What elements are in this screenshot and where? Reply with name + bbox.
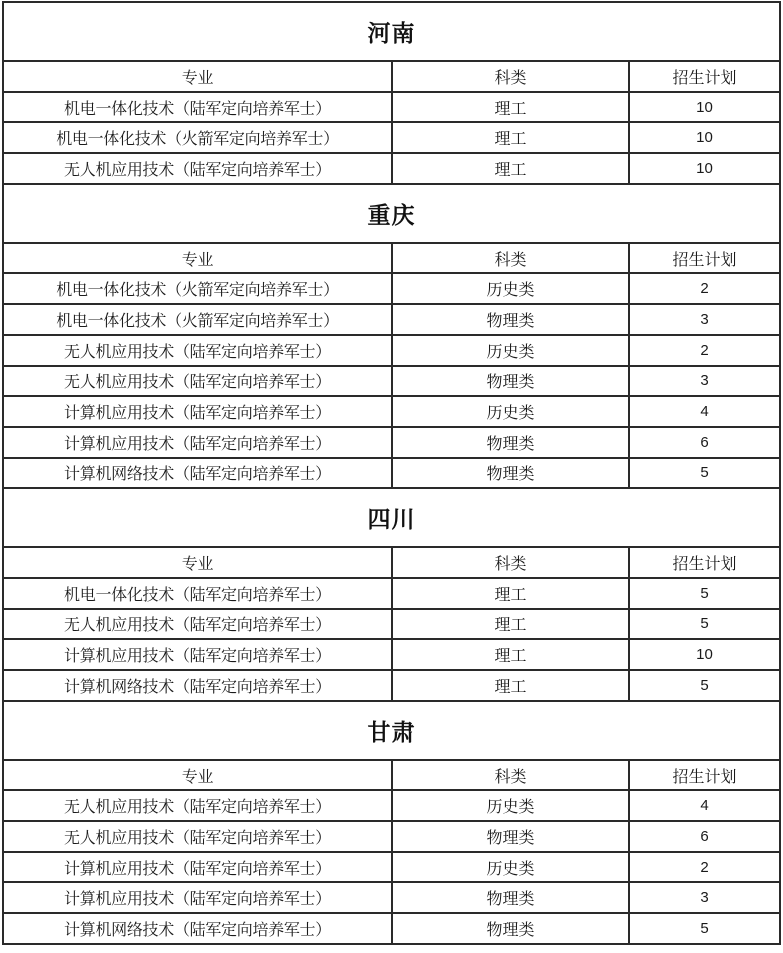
category-cell: 物理类 <box>393 822 630 851</box>
plan-cell: 5 <box>700 676 709 694</box>
column-header-plan: 招生计划 <box>672 554 737 574</box>
table-row <box>4 397 779 428</box>
plan-cell: 4 <box>700 403 709 421</box>
major-cell: 机电一体化技术（陆军定向培养军士） <box>4 93 393 122</box>
section-title: 河南 <box>4 3 779 62</box>
section-chongqing <box>4 185 779 490</box>
plan-cell: 2 <box>700 280 709 298</box>
major-cell: 机电一体化技术（火箭军定向培养军士） <box>4 305 393 334</box>
category-cell: 理工 <box>393 671 630 700</box>
section-title: 甘肃 <box>4 702 779 761</box>
column-header-major: 专业 <box>4 244 393 273</box>
section-gansu <box>4 702 779 945</box>
category-cell: 历史类 <box>393 274 630 303</box>
table-row <box>4 154 779 185</box>
section-title: 四川 <box>4 489 779 548</box>
plan-cell: 3 <box>700 310 709 328</box>
major-cell: 无人机应用技术（陆军定向培养军士） <box>4 791 393 820</box>
table-row <box>4 853 779 884</box>
category-cell: 理工 <box>393 579 630 608</box>
plan-cell: 5 <box>700 584 709 602</box>
plan-cell: 3 <box>700 889 709 907</box>
plan-cell: 6 <box>700 827 709 845</box>
column-header-category: 科类 <box>393 62 630 91</box>
column-header-plan: 招生计划 <box>672 67 737 87</box>
major-cell: 无人机应用技术（陆军定向培养军士） <box>4 336 393 365</box>
category-cell: 历史类 <box>393 853 630 882</box>
plan-cell: 6 <box>700 433 709 451</box>
category-cell: 理工 <box>393 123 630 152</box>
table-row <box>4 459 779 490</box>
plan-cell: 10 <box>696 646 713 664</box>
column-header-major: 专业 <box>4 548 393 577</box>
major-cell: 计算机网络技术（陆军定向培养军士） <box>4 459 393 488</box>
section-title: 重庆 <box>4 185 779 244</box>
major-cell: 机电一体化技术（陆军定向培养军士） <box>4 579 393 608</box>
table-row <box>4 579 779 610</box>
major-cell: 无人机应用技术（陆军定向培养军士） <box>4 154 393 183</box>
category-cell: 物理类 <box>393 305 630 334</box>
header-row <box>4 548 779 579</box>
header-row <box>4 62 779 93</box>
plan-cell: 5 <box>700 919 709 937</box>
table-row <box>4 367 779 398</box>
plan-cell: 10 <box>696 98 713 116</box>
column-header-category: 科类 <box>393 548 630 577</box>
major-cell: 计算机应用技术（陆军定向培养军士） <box>4 397 393 426</box>
major-cell: 计算机应用技术（陆军定向培养军士） <box>4 853 393 882</box>
plan-cell: 5 <box>700 464 709 482</box>
major-cell: 无人机应用技术（陆军定向培养军士） <box>4 822 393 851</box>
category-cell: 历史类 <box>393 336 630 365</box>
table-row <box>4 822 779 853</box>
plan-cell: 2 <box>700 341 709 359</box>
category-cell: 物理类 <box>393 367 630 396</box>
category-cell: 物理类 <box>393 428 630 457</box>
table-row <box>4 428 779 459</box>
table-row <box>4 274 779 305</box>
table-row <box>4 671 779 702</box>
category-cell: 理工 <box>393 93 630 122</box>
plan-cell: 3 <box>700 372 709 390</box>
enrollment-plan-table <box>2 1 781 945</box>
column-header-major: 专业 <box>4 761 393 790</box>
major-cell: 无人机应用技术（陆军定向培养军士） <box>4 367 393 396</box>
section-henan <box>4 3 779 185</box>
header-row <box>4 244 779 275</box>
category-cell: 物理类 <box>393 883 630 912</box>
major-cell: 计算机应用技术（陆军定向培养军士） <box>4 640 393 669</box>
section-sichuan <box>4 489 779 701</box>
category-cell: 历史类 <box>393 791 630 820</box>
major-cell: 机电一体化技术（火箭军定向培养军士） <box>4 123 393 152</box>
column-header-category: 科类 <box>393 244 630 273</box>
major-cell: 计算机应用技术（陆军定向培养军士） <box>4 428 393 457</box>
category-cell: 物理类 <box>393 459 630 488</box>
column-header-category: 科类 <box>393 761 630 790</box>
category-cell: 历史类 <box>393 397 630 426</box>
table-row <box>4 914 779 945</box>
table-row <box>4 610 779 641</box>
table-row <box>4 883 779 914</box>
major-cell: 计算机网络技术（陆军定向培养军士） <box>4 671 393 700</box>
major-cell: 机电一体化技术（火箭军定向培养军士） <box>4 274 393 303</box>
table-row <box>4 791 779 822</box>
header-row <box>4 761 779 792</box>
plan-cell: 2 <box>700 858 709 876</box>
category-cell: 理工 <box>393 640 630 669</box>
column-header-plan: 招生计划 <box>672 249 737 269</box>
table-row <box>4 640 779 671</box>
category-cell: 理工 <box>393 610 630 639</box>
table-row <box>4 93 779 124</box>
column-header-plan: 招生计划 <box>672 766 737 786</box>
plan-cell: 5 <box>700 615 709 633</box>
table-row <box>4 123 779 154</box>
plan-cell: 10 <box>696 159 713 177</box>
major-cell: 无人机应用技术（陆军定向培养军士） <box>4 610 393 639</box>
table-row <box>4 305 779 336</box>
plan-cell: 10 <box>696 129 713 147</box>
column-header-major: 专业 <box>4 62 393 91</box>
category-cell: 物理类 <box>393 914 630 943</box>
table-row <box>4 336 779 367</box>
category-cell: 理工 <box>393 154 630 183</box>
plan-cell: 4 <box>700 797 709 815</box>
major-cell: 计算机网络技术（陆军定向培养军士） <box>4 914 393 943</box>
major-cell: 计算机应用技术（陆军定向培养军士） <box>4 883 393 912</box>
